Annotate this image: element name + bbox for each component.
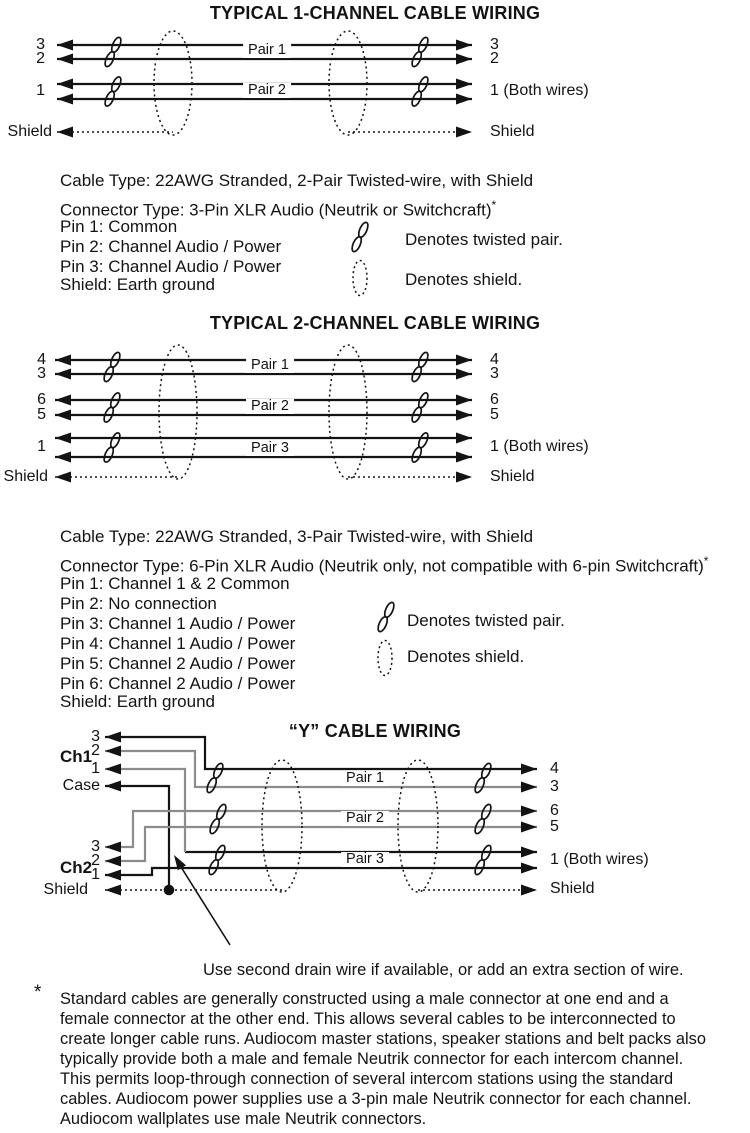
legend-shield-icon (378, 641, 392, 676)
arrowhead-icon (456, 395, 472, 406)
pin-label-left: 1 (36, 82, 45, 99)
connector-type-line (60, 552, 708, 576)
cable-type-line: Cable Type: 22AWG Stranded, 3-Pair Twisted-wire, with Shield (60, 527, 534, 546)
arrowhead-icon (521, 863, 537, 874)
shield-label-right: Shield (490, 468, 535, 485)
pin-label-right: 2 (490, 50, 499, 67)
arrowhead-icon (456, 369, 472, 380)
arrowhead-icon (456, 433, 472, 444)
arrowhead-icon (105, 842, 121, 853)
twisted-pair-icon (102, 351, 122, 383)
arrowhead-icon (456, 410, 472, 421)
twisted-pair-icon (102, 432, 122, 464)
channel2-label: Ch2 (60, 858, 93, 877)
pin-label-left: 6 (37, 391, 46, 408)
arrowhead-icon (456, 355, 472, 366)
arrowhead-icon (57, 40, 73, 51)
pair-label: Pair 3 (246, 441, 294, 456)
twisted-pair-icon (473, 844, 493, 876)
channel1-label: Ch1 (60, 747, 93, 766)
twisted-pair-icon (410, 432, 430, 464)
section3-title: “Y” CABLE WIRING (288, 721, 462, 741)
legend-shield-icon (353, 261, 367, 296)
pin-label-right: 5 (490, 406, 499, 423)
arrowhead-icon (55, 472, 71, 483)
twisted-pair-icon (473, 762, 493, 794)
pair-label: Pair 2 (243, 83, 291, 98)
twisted-pair-icon (473, 803, 493, 835)
pair-label: Pair 3 (341, 852, 389, 867)
footnote-marker: * (491, 198, 497, 212)
arrowhead-icon (521, 806, 537, 817)
footnote-asterisk: * (34, 982, 42, 1003)
twisted-pair-icon (410, 392, 430, 424)
pin-label-left: 2 (36, 50, 45, 67)
arrowhead-icon (57, 94, 73, 105)
pin-label-left: 4 (37, 351, 46, 368)
arrowhead-icon (456, 127, 472, 138)
pair-label: Pair 1 (246, 358, 294, 373)
arrowhead-icon (456, 452, 472, 463)
pin-label-right: 6 (550, 802, 559, 819)
footnote-text: Standard cables are generally constructed using a male connector at one end and a female connector at the other end. This allows several cables to be interconnected to create longer cable runs. Audiocom master stations, speaker stations and belt packs also typically provide both a male and female Neutrik connector for each intercom channel. This permits loop-through connection of several intercom stations using the standard cables. Audiocom power supplies use a 3-pin male Neutrik connector for each channel. Audiocom wallplates use male Neutrik connectors. (60, 990, 706, 1128)
arrowhead-icon (521, 782, 537, 793)
pair-label: Pair 2 (246, 399, 294, 414)
pin-label-right: 3 (490, 36, 499, 53)
pin-label-left: 3 (91, 838, 100, 855)
pin-label-left: 2 (91, 852, 100, 869)
drain-wire-junction-dot (164, 885, 175, 896)
legend-twisted-pair-icon (350, 221, 370, 253)
pin-description: Pin 1: Channel 1 & 2 Common (60, 574, 290, 593)
arrowhead-icon (105, 870, 121, 881)
arrowhead-icon (521, 847, 537, 858)
pin-label-left: 1 (91, 760, 100, 777)
arrowhead-icon (105, 856, 121, 867)
arrowhead-icon (521, 885, 537, 896)
shield-label-right: Shield (490, 123, 535, 140)
pin-label-right: 4 (550, 760, 559, 777)
arrowhead-icon (55, 369, 71, 380)
drain-wire-note: Use second drain wire if available, or add an extra section of wire. (203, 961, 684, 979)
pair-label: Pair 1 (341, 771, 389, 786)
pin-label-right: 1 (Both wires) (490, 82, 589, 99)
legend-shield-text: Denotes shield. (407, 647, 525, 666)
pin-label-right: 6 (490, 391, 499, 408)
twisted-pair-icon (103, 36, 123, 68)
section2-title: TYPICAL 2-CHANNEL CABLE WIRING (209, 313, 541, 333)
pin-description: Pin 5: Channel 2 Audio / Power (60, 654, 296, 673)
footnote-marker: * (703, 554, 709, 568)
twisted-pair-icon (208, 803, 228, 835)
connector-type-text: Connector Type: 6-Pin XLR Audio (Neutrik only, not compatible with 6-pin Switchcraft) (60, 556, 704, 576)
pin-label-right: 3 (550, 778, 559, 795)
pin-description: Shield: Earth ground (60, 692, 215, 711)
arrowhead-icon (456, 472, 472, 483)
twisted-pair-icon (410, 351, 430, 383)
pin-label-left: 1 (91, 866, 100, 883)
legend-shield-text: Denotes shield. (405, 270, 523, 289)
twisted-pair-icon (410, 76, 430, 108)
twisted-pair-icon (102, 392, 122, 424)
shield-ellipse-icon (159, 345, 197, 479)
arrowhead-icon (105, 764, 121, 775)
pair-label: Pair 2 (341, 811, 389, 826)
pin-label-left: 2 (91, 742, 100, 759)
arrowhead-icon (55, 410, 71, 421)
legend-twisted-text: Denotes twisted pair. (407, 611, 565, 630)
pin-description: Pin 2: Channel Audio / Power (60, 237, 282, 256)
shield-ellipse-icon (329, 345, 367, 479)
arrowhead-icon (55, 433, 71, 444)
arrowhead-icon (55, 355, 71, 366)
pin-description: Shield: Earth ground (60, 275, 215, 294)
pin-description: Pin 1: Common (60, 217, 178, 236)
connector-type-text: Connector Type: 3-Pin XLR Audio (Neutrik or Switchcraft) (60, 200, 492, 220)
arrowhead-icon (55, 452, 71, 463)
pin-label-right: 4 (490, 351, 499, 368)
arrowhead-icon (456, 94, 472, 105)
pin-description: Pin 4: Channel 1 Audio / Power (60, 634, 296, 653)
twisted-pair-icon (207, 844, 227, 876)
pin-label-left: 3 (91, 728, 100, 745)
arrowhead-icon (57, 79, 73, 90)
twisted-pair-icon (410, 36, 430, 68)
arrowhead-icon (105, 781, 121, 792)
pin-description: Pin 6: Channel 2 Audio / Power (60, 674, 296, 693)
pin-label-left: 5 (37, 406, 46, 423)
pin-label-left: 3 (37, 365, 46, 382)
arrowhead-icon (105, 746, 121, 757)
shield-label-left: Shield (3, 468, 48, 485)
pin-description: Pin 3: Channel Audio / Power (60, 257, 282, 276)
arrowhead-icon (456, 54, 472, 65)
twisted-pair-icon (205, 762, 225, 794)
pair-label: Pair 1 (243, 43, 291, 58)
pin-label-right: 5 (550, 818, 559, 835)
arrowhead-icon (57, 127, 73, 138)
pin-label-left: 3 (36, 36, 45, 53)
twisted-pair-icon (103, 76, 123, 108)
pin-description: Pin 2: No connection (60, 594, 217, 613)
arrowhead-icon (456, 40, 472, 51)
case-label: Case (62, 777, 100, 794)
shield-label-right: Shield (550, 880, 595, 897)
pin-label-right: 3 (490, 365, 499, 382)
section1-title: TYPICAL 1-CHANNEL CABLE WIRING (209, 3, 541, 23)
legend-twisted-pair-icon (376, 601, 396, 633)
shield-label-left: Shield (7, 123, 52, 140)
cable-type-line: Cable Type: 22AWG Stranded, 2-Pair Twisted-wire, with Shield (60, 171, 534, 190)
arrowhead-icon (456, 79, 472, 90)
arrowhead-icon (105, 885, 121, 896)
diagram-y-wires-black (105, 737, 537, 890)
legend-twisted-text: Denotes twisted pair. (405, 230, 563, 249)
pin-label-right: 1 (Both wires) (490, 438, 589, 455)
wire-line (105, 737, 537, 769)
arrowhead-icon (55, 395, 71, 406)
arrowhead-icon (57, 54, 73, 65)
pin-label-left: 1 (37, 438, 46, 455)
pin-description: Pin 3: Channel 1 Audio / Power (60, 614, 296, 633)
arrowhead-icon (521, 764, 537, 775)
shield-label-left: Shield (43, 881, 88, 898)
pin-label-right: 1 (Both wires) (550, 851, 649, 868)
arrowhead-icon (521, 822, 537, 833)
